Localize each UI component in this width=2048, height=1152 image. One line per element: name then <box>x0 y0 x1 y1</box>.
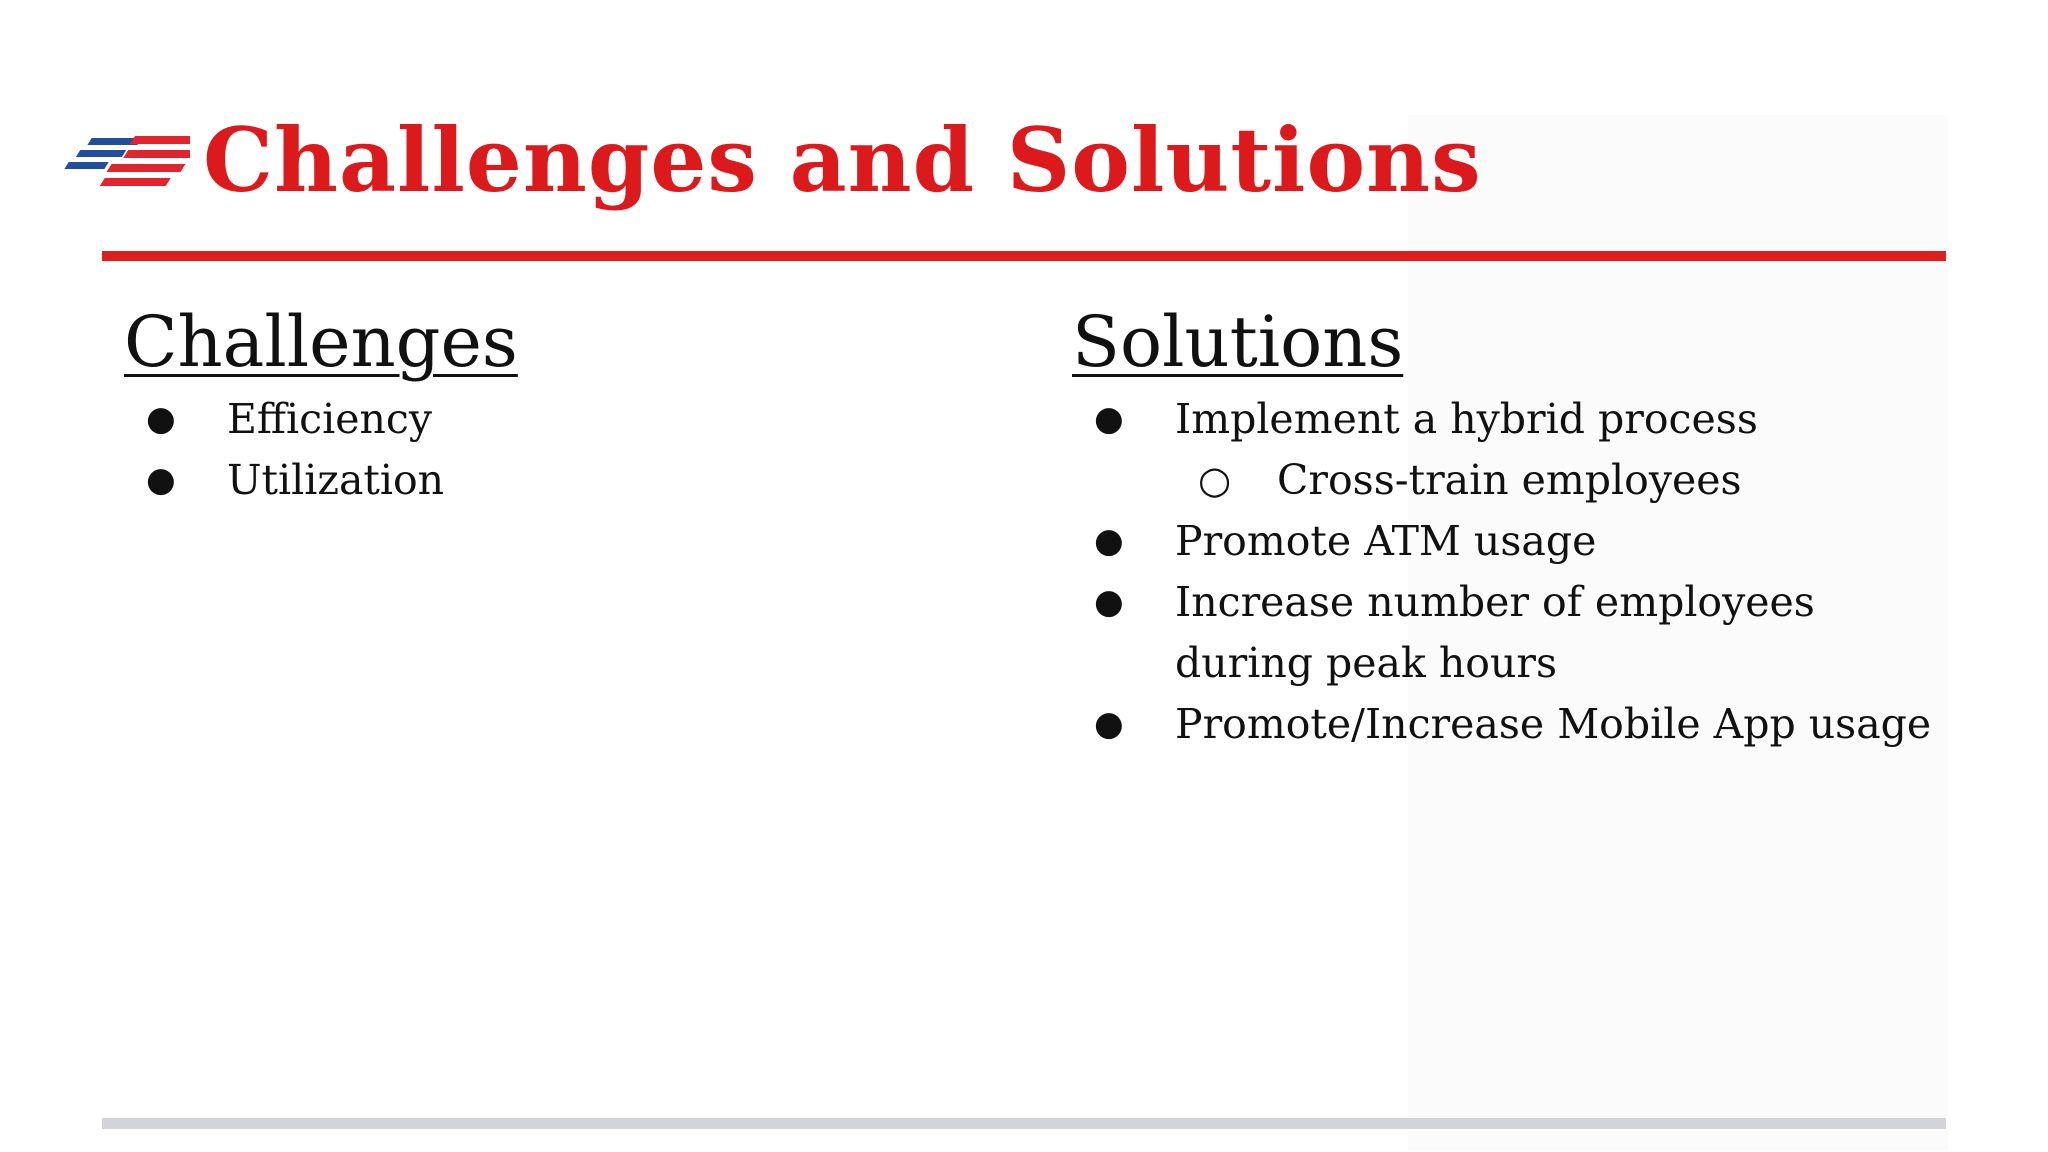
title-divider <box>102 251 1946 261</box>
solutions-list <box>1072 389 1932 755</box>
challenges-list <box>124 389 924 511</box>
page-title: Challenges and Solutions <box>203 108 1482 212</box>
list-item-text: Implement a hybrid process <box>1175 395 1758 443</box>
bullet-icon: ● <box>1094 582 1124 622</box>
list-item-text: Promote ATM usage <box>1175 517 1597 565</box>
list-item <box>1072 694 1932 755</box>
list-item-text: Cross-train employees <box>1277 456 1742 504</box>
list-item <box>124 389 924 450</box>
bullet-icon: ● <box>146 399 176 439</box>
challenges-column <box>124 295 924 511</box>
bullet-icon: ● <box>1094 399 1124 439</box>
list-item-text: Utilization <box>227 456 445 504</box>
list-item-text: Efficiency <box>227 395 433 443</box>
challenges-heading: Challenges <box>124 301 518 383</box>
list-item-text: Increase number of employees during peak hours <box>1175 578 1815 687</box>
list-item <box>1072 389 1932 450</box>
bank-flag-logo-icon <box>58 128 190 208</box>
list-item-text: Promote/Increase Mobile App usage <box>1175 700 1932 748</box>
bullet-icon: ● <box>146 460 176 500</box>
solutions-heading: Solutions <box>1072 301 1404 383</box>
list-item <box>1072 572 1932 694</box>
list-item <box>1072 511 1932 572</box>
bullet-icon: ● <box>1094 704 1124 744</box>
solutions-column <box>1072 295 1932 755</box>
footer-divider <box>102 1118 1946 1129</box>
bullet-icon: ● <box>1094 521 1124 561</box>
sub-list-item <box>1072 450 1932 511</box>
list-item <box>124 450 924 511</box>
hollow-bullet-icon: ○ <box>1198 458 1232 502</box>
